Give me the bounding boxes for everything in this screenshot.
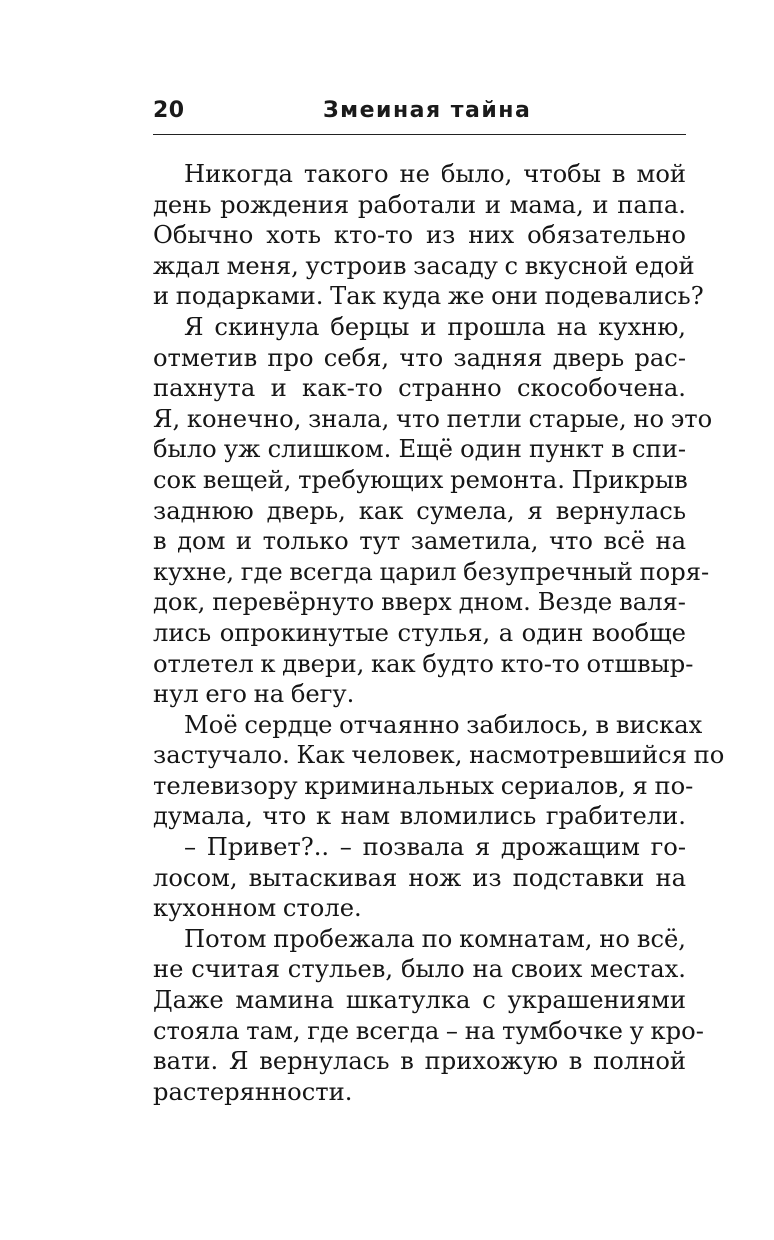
text-line: не считая стульев, было на своих местах. <box>153 955 686 984</box>
text-line: застучало. Как человек, насмотревшийся по <box>153 741 725 770</box>
text-line: в дом и только тут заметила, что всё на <box>153 527 686 556</box>
text-line: ждал меня, устроив засаду с вкусной едой <box>153 251 695 280</box>
text-line: Даже мамина шкатулка с украшениями <box>153 986 686 1015</box>
page-number: 20 <box>153 98 185 123</box>
text-line: нул его на бегу. <box>153 680 355 709</box>
text-line: стояла там, где всегда – на тумбочке у кро- <box>153 1016 704 1045</box>
text-line: пахнута и как-то странно скособочена. <box>153 374 686 403</box>
text-line: вати. Я вернулась в прихожую в полной <box>153 1047 686 1076</box>
text-line: отлетел к двери, как будто кто-то отшвыр- <box>153 649 694 678</box>
running-head <box>153 96 686 132</box>
text-line: телевизору криминальных сериалов, я по- <box>153 771 694 800</box>
text-line: было уж слишком. Ещё один пункт в спи- <box>153 435 686 464</box>
text-line: лись опрокинутые стулья, а один вообще <box>153 618 686 647</box>
text-line: Обычно хоть кто-то из них обязательно <box>153 221 686 250</box>
text-line: кухонном столе. <box>153 894 362 923</box>
text-line: сок вещей, требующих ремонта. Прикрыв <box>153 465 688 494</box>
paragraph <box>153 710 725 832</box>
text-line: думала, что к нам вломились грабители. <box>153 802 686 831</box>
paragraph <box>153 159 704 312</box>
text-line: отметив про себя, что задняя дверь рас- <box>153 343 686 372</box>
body-text <box>153 159 725 1107</box>
text-line: кухне, где всегда царил безупречный поря- <box>153 557 710 586</box>
text-line: Моё сердце отчаянно забилось, в висках <box>184 710 703 739</box>
text-line: Я, конечно, знала, что петли старые, но это <box>153 404 713 433</box>
paragraph <box>153 832 686 924</box>
text-line: день рождения работали и мама, и папа. <box>153 190 686 219</box>
book-title: Змеиная тайна <box>323 98 532 123</box>
text-line: и подарками. Так куда же они подевались? <box>153 282 704 311</box>
text-line: растерянности. <box>153 1077 353 1106</box>
text-line: док, перевёрнуто вверх дном. Везде валя- <box>153 588 686 617</box>
text-line: Я скинула берцы и прошла на кухню, <box>184 312 686 341</box>
text-line: Никогда такого не было, чтобы в мой <box>184 160 686 188</box>
text-line: – Привет?.. – позвала я дрожащим го- <box>184 833 686 862</box>
text-line: лосом, вытаскивая нож из подставки на <box>153 863 686 892</box>
header-rule <box>153 134 686 135</box>
text-line: Потом пробежала по комнатам, но всё, <box>184 924 686 953</box>
text-line: заднюю дверь, как сумела, я вернулась <box>153 496 686 525</box>
paragraph <box>153 312 713 710</box>
paragraph <box>153 924 704 1108</box>
